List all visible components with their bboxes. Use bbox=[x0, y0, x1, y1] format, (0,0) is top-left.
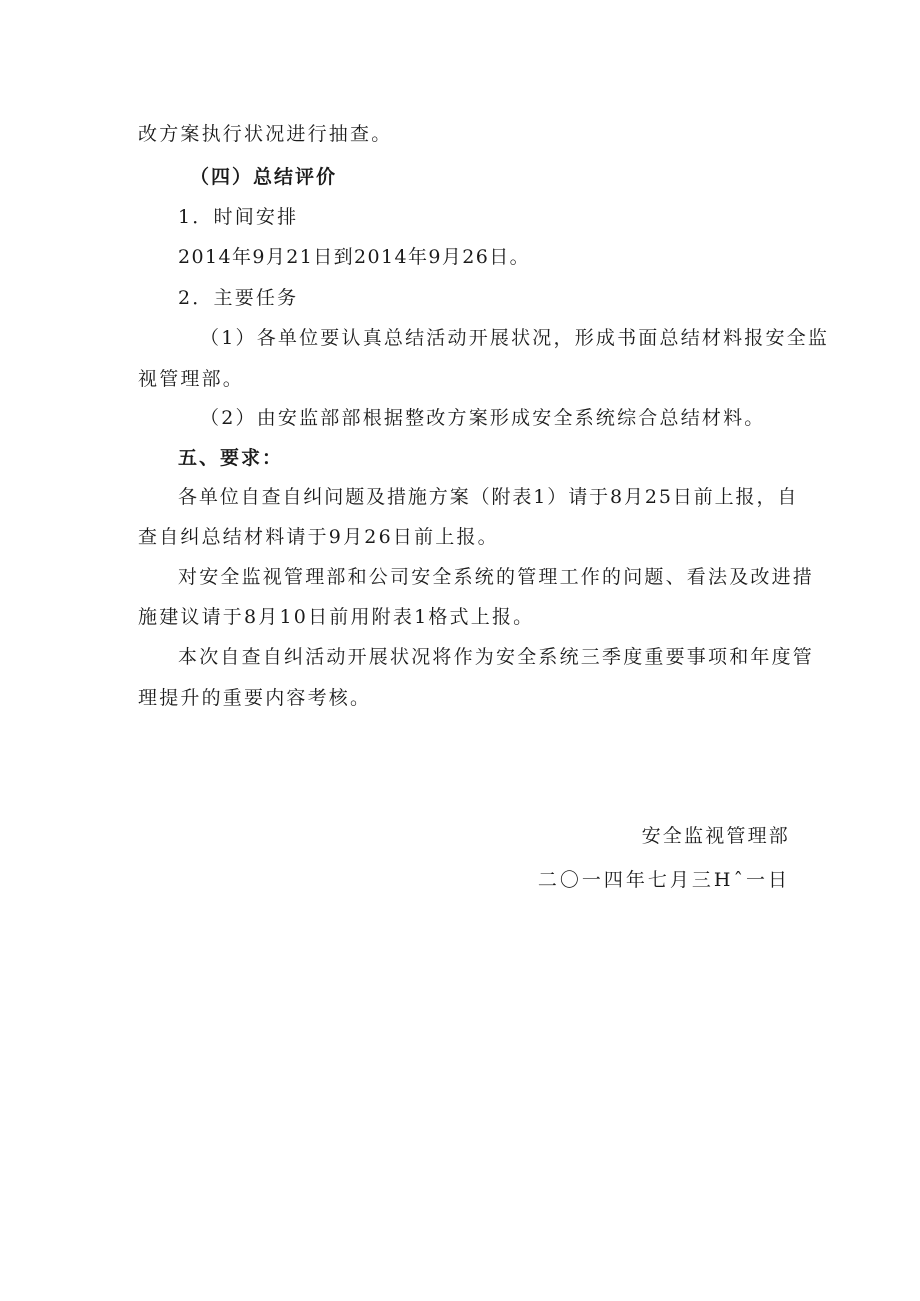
body-text-line: （1）各单位要认真总结活动开展状况，形成书面总结材料报安全监 bbox=[200, 327, 830, 349]
section-heading: （四）总结评价 bbox=[190, 166, 338, 188]
subsection-heading: 1．时间安排 bbox=[178, 206, 299, 228]
body-text-line: 施建议请于8月10日前用附表1格式上报。 bbox=[138, 606, 535, 628]
subsection-heading: 2．主要任务 bbox=[178, 287, 299, 309]
body-text-line: 理提升的重要内容考核。 bbox=[138, 687, 372, 709]
signature-organization: 安全监视管理部 bbox=[641, 825, 790, 847]
body-text-line: （2）由安监部部根据整改方案形成安全系统综合总结材料。 bbox=[200, 407, 766, 429]
body-text-line: 2014年9月21日到2014年9月26日。 bbox=[178, 246, 531, 268]
body-text-line: 改方案执行状况进行抽查。 bbox=[138, 123, 393, 145]
section-heading: 五、要求： bbox=[178, 447, 284, 469]
body-text-line: 查自纠总结材料请于9月26日前上报。 bbox=[138, 526, 499, 548]
body-text-line: 本次自查自纠活动开展状况将作为安全系统三季度重要事项和年度管 bbox=[178, 646, 815, 668]
body-text-line: 对安全监视管理部和公司安全系统的管理工作的问题、看法及改进措 bbox=[178, 566, 815, 588]
signature-date: 二〇一四年七月三Hˆ一日 bbox=[537, 869, 790, 891]
body-text-line: 各单位自查自纠问题及措施方案（附表1）请于8月25日前上报，自 bbox=[178, 486, 799, 508]
body-text-line: 视管理部。 bbox=[138, 368, 245, 390]
